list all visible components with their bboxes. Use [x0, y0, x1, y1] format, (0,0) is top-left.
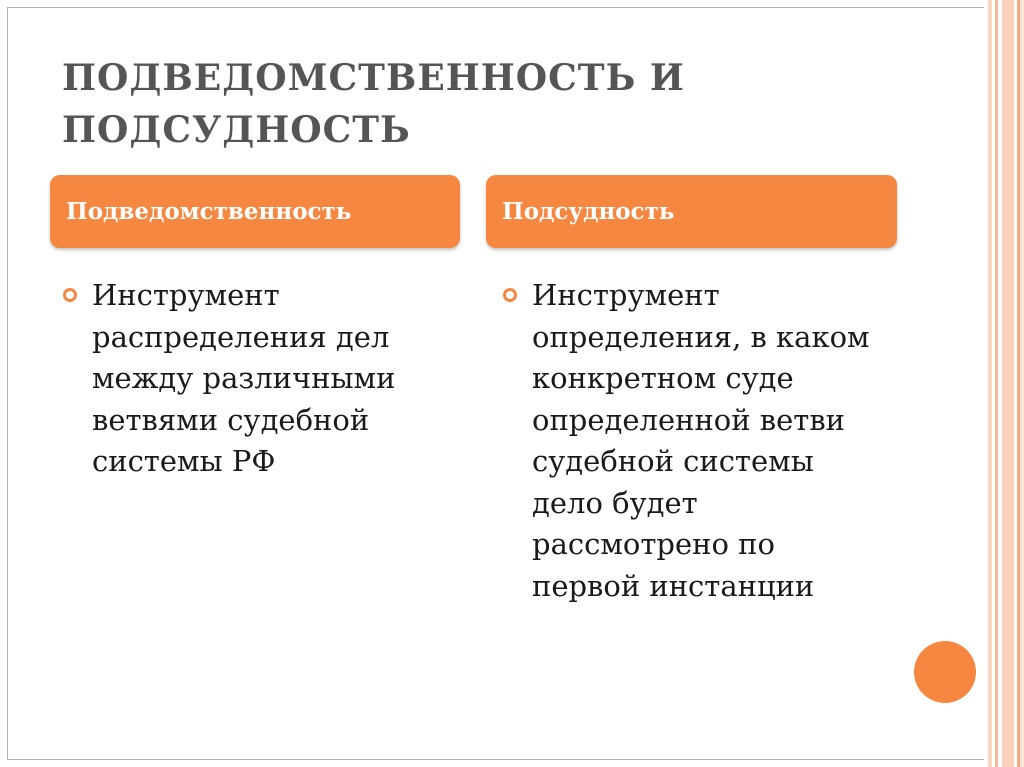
bullet-text-line: первой инстанции	[532, 568, 815, 603]
bullet-text-line: дело будет	[532, 485, 698, 520]
slide-title	[62, 52, 882, 156]
decorative-circle-icon	[914, 641, 976, 703]
bullet-right	[532, 275, 932, 607]
bullet-text-line: определения, в каком	[532, 319, 870, 354]
bullet-text-line: конкретном суде	[532, 361, 794, 395]
title-line: ПОДВЕДОМСТВЕННОСТЬ И	[62, 57, 685, 99]
bullet-text-line: рассмотрено по	[532, 527, 775, 561]
bullet-text-line: определенной ветви	[532, 402, 845, 437]
bullet-text-line: системы РФ	[92, 444, 276, 478]
bullet-circle-icon	[503, 288, 517, 302]
bullet-text-line: распределения дел	[92, 319, 390, 354]
title-line: ПОДСУДНОСТЬ	[62, 109, 411, 151]
bullet-text-line: ветвями судебной	[92, 402, 370, 437]
decorative-stripes	[984, 0, 1024, 767]
bullet-text-line: судебной системы	[532, 444, 814, 478]
header-left: Подведомственность	[50, 175, 460, 248]
bullet-circle-icon	[63, 288, 77, 302]
bullet-text-line: Инструмент	[92, 278, 280, 312]
bullet-left	[92, 275, 462, 483]
header-right: Подсудность	[486, 175, 897, 248]
bullet-text-line: Инструмент	[532, 278, 720, 312]
bullet-text-line: между различными	[92, 361, 396, 395]
